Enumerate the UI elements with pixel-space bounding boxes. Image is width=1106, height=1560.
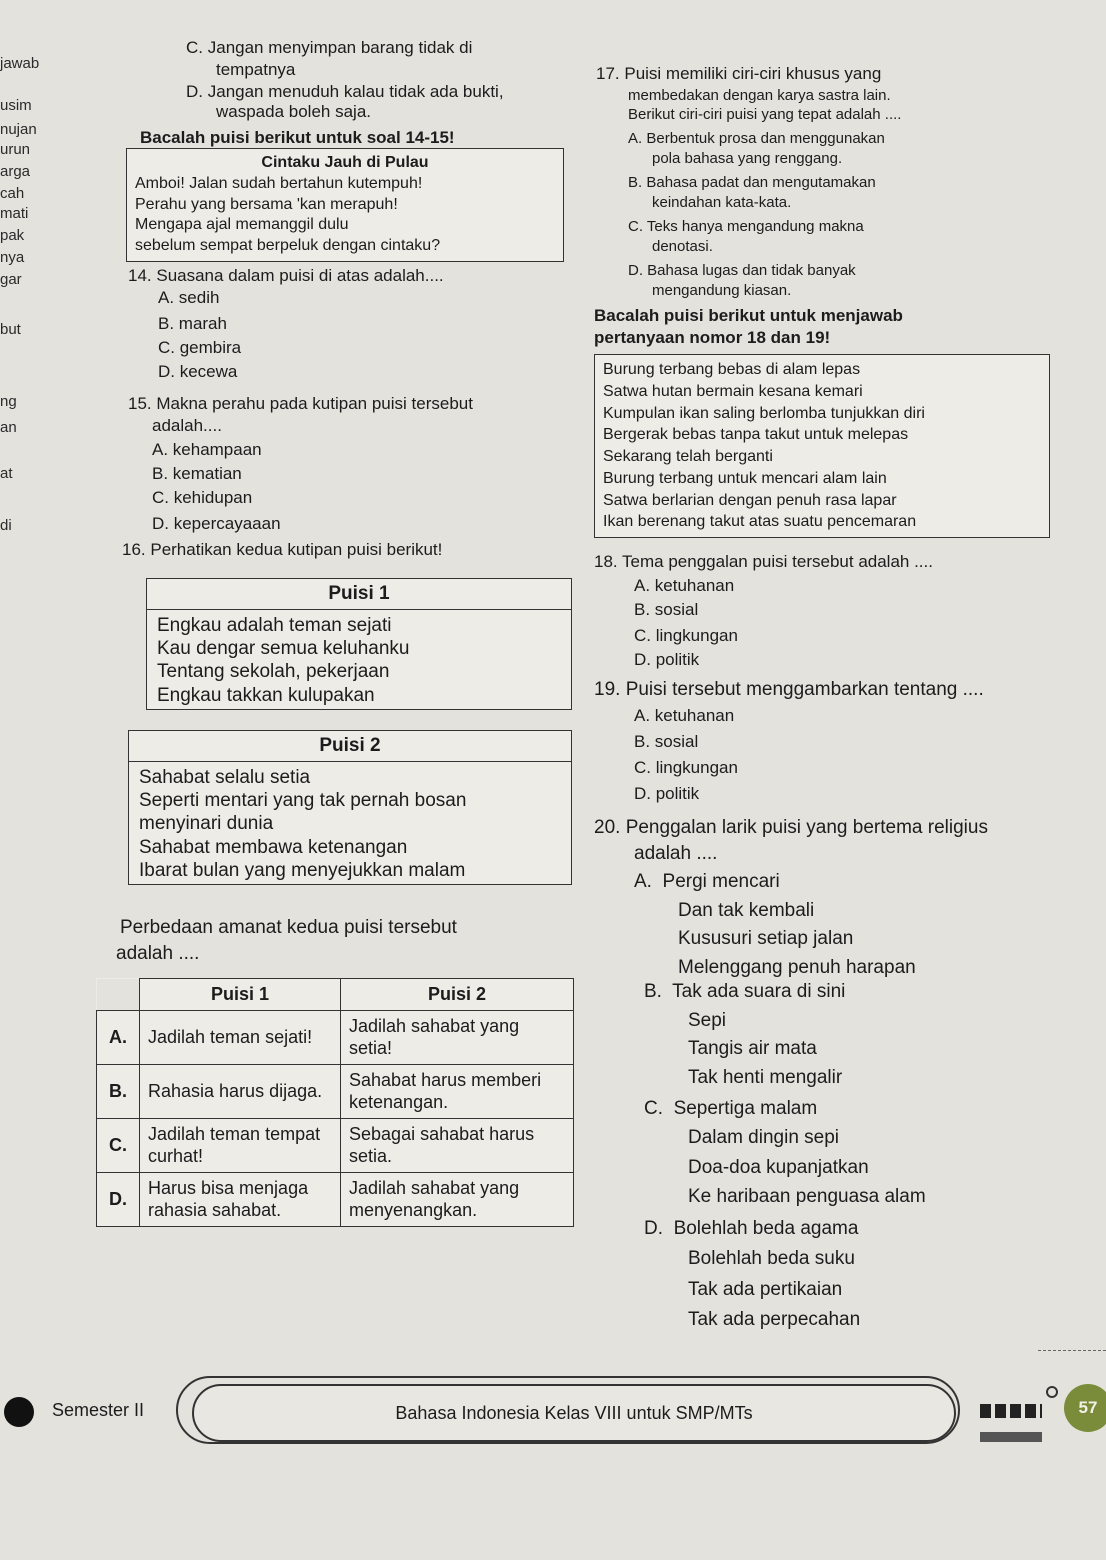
q19-option-c[interactable]: C. lingkungan (634, 758, 738, 777)
q13-option-d-line2: waspada boleh saja. (216, 102, 372, 121)
q15-option-b[interactable]: B. kematian (152, 464, 242, 483)
footer-book-title: Bahasa Indonesia Kelas VIII untuk SMP/MTs (192, 1384, 956, 1442)
poem1-line: Mengapa ajal memanggil dulu (135, 216, 349, 234)
edge-fragment: jawab (0, 55, 40, 72)
poem2-line: Satwa hutan bermain kesana kemari (603, 382, 863, 400)
q15-stem: 15. Makna perahu pada kutipan puisi tersebut (128, 394, 473, 413)
option-label: A. (97, 1010, 140, 1064)
q16-puisi1-title: Puisi 1 (147, 579, 571, 610)
poem2-line: Sekarang telah berganti (603, 448, 773, 465)
edge-fragment: arga (0, 163, 31, 180)
edge-fragment: mati (0, 205, 29, 222)
poem1-title: Cintaku Jauh di Pulau (261, 154, 429, 171)
option-label: D. (97, 1172, 140, 1226)
q19-option-b[interactable]: B. sosial (634, 732, 699, 751)
option-puisi1: Jadilah teman sejati! (140, 1010, 341, 1064)
table-header-puisi2: Puisi 2 (341, 979, 574, 1011)
option-label: C. (97, 1118, 140, 1172)
q18-option-d[interactable]: D. politik (634, 650, 700, 669)
q17-option-b-line2: keindahan kata-kata. (652, 194, 792, 211)
footer-small-circle-icon (1046, 1386, 1058, 1398)
table-header-puisi1: Puisi 1 (140, 979, 341, 1011)
edge-fragment: an (0, 419, 17, 436)
q15-option-a[interactable]: A. kehampaan (152, 440, 262, 459)
edge-fragment: but (0, 321, 21, 338)
poem1-box (126, 148, 564, 262)
poem2-line: Bergerak bebas tanpa takut untuk melepas (603, 426, 909, 444)
edge-fragment: at (0, 465, 13, 482)
q16-puisi2-box (128, 730, 572, 885)
q17-option-c-line2: denotasi. (652, 238, 713, 255)
poem2-intro: Bacalah puisi berikut untuk menjawab (594, 306, 903, 325)
q16-puisi1-line: Kau dengar semua keluhanku (157, 638, 410, 660)
footer-bar-base (980, 1432, 1042, 1442)
q16-question: Perbedaan amanat kedua puisi tersebut (120, 917, 457, 938)
q18-stem: 18. Tema penggalan puisi tersebut adalah .... (594, 552, 933, 571)
q16-stem: 16. Perhatikan kedua kutipan puisi berikut! (122, 540, 443, 559)
footer-bars-icon (980, 1404, 1042, 1418)
q14-option-c[interactable]: C. gembira (158, 338, 242, 357)
option-puisi2: Sahabat harus memberi ketenangan. (341, 1064, 574, 1118)
q13-option-d: D. Jangan menuduh kalau tidak ada bukti, (186, 82, 504, 101)
q16-puisi1-box (146, 578, 572, 710)
q14-option-a[interactable]: A. sedih (158, 288, 220, 307)
q14-stem: 14. Suasana dalam puisi di atas adalah.... (128, 266, 444, 285)
poem1-intro: Bacalah puisi berikut untuk soal 14-15! (140, 128, 455, 147)
q20-option-c[interactable]: C. Sepertiga malam Dalam dingin sepi Doa-doa kupanjatkan Ke haribaan penguasa alam (644, 1098, 926, 1208)
table-corner (97, 979, 140, 1011)
poem1-line: sebelum sempat berpeluk dengan cintaku? (135, 237, 441, 255)
q19-option-d[interactable]: D. politik (634, 784, 700, 803)
edge-fragment: nujan (0, 121, 37, 138)
q16-puisi2-line: menyinari dunia (139, 813, 274, 835)
table-row[interactable] (97, 1172, 574, 1226)
q17-option-a-line2: pola bahasa yang renggang. (652, 150, 843, 167)
option-puisi1: Jadilah teman tempat curhat! (140, 1118, 341, 1172)
q16-puisi1-line: Engkau adalah teman sejati (157, 615, 392, 636)
q16-puisi2-line: Sahabat selalu setia (139, 767, 311, 788)
option-puisi2: Jadilah sahabat yang menyenangkan. (341, 1172, 574, 1226)
footer-dashed-line (1038, 1350, 1106, 1351)
q15-stem-line2: adalah.... (152, 416, 222, 435)
q17-option-c[interactable]: C. Teks hanya mengandung makna (628, 218, 864, 235)
edge-fragment: usim (0, 97, 32, 114)
q18-option-b[interactable]: B. sosial (634, 600, 699, 619)
option-puisi1: Rahasia harus dijaga. (140, 1064, 341, 1118)
poem2-box (594, 354, 1050, 538)
q17-option-b[interactable]: B. Bahasa padat dan mengutamakan (628, 174, 876, 191)
option-puisi1: Harus bisa menjaga rahasia sahabat. (140, 1172, 341, 1226)
q20-option-d[interactable]: D. Bolehlah beda agama Bolehlah beda suku Tak ada pertikaian Tak ada perpecahan (644, 1218, 861, 1331)
poem2-line: Burung terbang bebas di alam lepas (603, 361, 861, 378)
q17-stem-line2: membedakan dengan karya sastra lain. (628, 87, 891, 104)
q16-puisi2-line: Seperti mentari yang tak pernah bosan (139, 790, 467, 812)
q17-option-a[interactable]: A. Berbentuk prosa dan menggunakan (628, 130, 885, 147)
table-row[interactable] (97, 1064, 574, 1118)
q14-option-b[interactable]: B. marah (158, 314, 227, 333)
edge-fragment: nya (0, 249, 25, 266)
q16-puisi2-title: Puisi 2 (129, 731, 571, 762)
q17-stem: 17. Puisi memiliki ciri-ciri khusus yang (596, 64, 882, 83)
footer-semester: Semester II (52, 1400, 145, 1420)
q16-puisi1-line: Engkau takkan kulupakan (157, 684, 375, 706)
q16-puisi2-line: Sahabat membawa ketenangan (139, 836, 408, 858)
table-header-row (97, 979, 574, 1011)
q19-stem: 19. Puisi tersebut menggambarkan tentang .... (594, 679, 984, 700)
poem2-line: Kumpulan ikan saling berlomba tunjukkan diri (603, 404, 925, 422)
poem1-line: Perahu yang bersama 'kan merapuh! (135, 195, 398, 213)
q14-option-d[interactable]: D. kecewa (158, 362, 238, 381)
table-row[interactable] (97, 1118, 574, 1172)
edge-fragment: gar (0, 271, 22, 288)
q17-option-d[interactable]: D. Bahasa lugas dan tidak banyak (628, 262, 856, 279)
option-label: B. (97, 1064, 140, 1118)
edge-fragment: ng (0, 393, 17, 410)
q20-option-a[interactable]: A. Pergi mencari Dan tak kembali Kususuri setiap jalan Melenggang penuh harapan (634, 871, 916, 978)
edge-fragment: pak (0, 227, 25, 244)
q18-option-c[interactable]: C. lingkungan (634, 626, 738, 645)
q20-stem-line2: adalah .... (634, 843, 718, 864)
q17-option-d-line2: mengandung kiasan. (652, 282, 792, 299)
option-puisi2: Sebagai sahabat harus setia. (341, 1118, 574, 1172)
option-puisi2: Jadilah sahabat yang setia! (341, 1010, 574, 1064)
q13-option-c-line2: tempatnya (216, 60, 296, 79)
q17-stem-line3: Berikut ciri-ciri puisi yang tepat adalah .... (628, 106, 902, 123)
q16-answer-table (96, 978, 574, 1227)
poem2-intro-line2: pertanyaan nomor 18 dan 19! (594, 328, 831, 347)
poem2-line: Burung terbang untuk mencari alam lain (603, 469, 887, 487)
q20-option-b[interactable]: B. Tak ada suara di sini Sepi Tangis air mata Tak henti mengalir (644, 981, 846, 1088)
edge-fragment: di (0, 517, 12, 534)
q15-option-d[interactable]: D. kepercayaaan (152, 514, 281, 533)
q16-question-line2: adalah .... (116, 943, 200, 964)
q16-puisi2-line: Ibarat bulan yang menyejukkan malam (139, 859, 466, 881)
poem2-line: Ikan berenang takut atas suatu pencemaran (603, 513, 917, 531)
semester-bullet-icon (4, 1397, 34, 1427)
poem2-line: Satwa berlarian dengan penuh rasa lapar (603, 491, 897, 509)
table-row[interactable] (97, 1010, 574, 1064)
q13-option-c: C. Jangan menyimpan barang tidak di (186, 38, 473, 57)
edge-fragment: urun (0, 141, 31, 158)
q20-stem: 20. Penggalan larik puisi yang bertema religius (594, 817, 988, 838)
q18-option-a[interactable]: A. ketuhanan (634, 576, 735, 595)
edge-fragment: cah (0, 185, 25, 202)
q15-option-c[interactable]: C. kehidupan (152, 488, 253, 507)
q16-puisi1-line: Tentang sekolah, pekerjaan (157, 661, 390, 683)
poem1-line: Amboi! Jalan sudah bertahun kutempuh! (135, 174, 423, 192)
page-number-badge: 57 (1064, 1384, 1106, 1432)
q19-option-a[interactable]: A. ketuhanan (634, 706, 735, 725)
